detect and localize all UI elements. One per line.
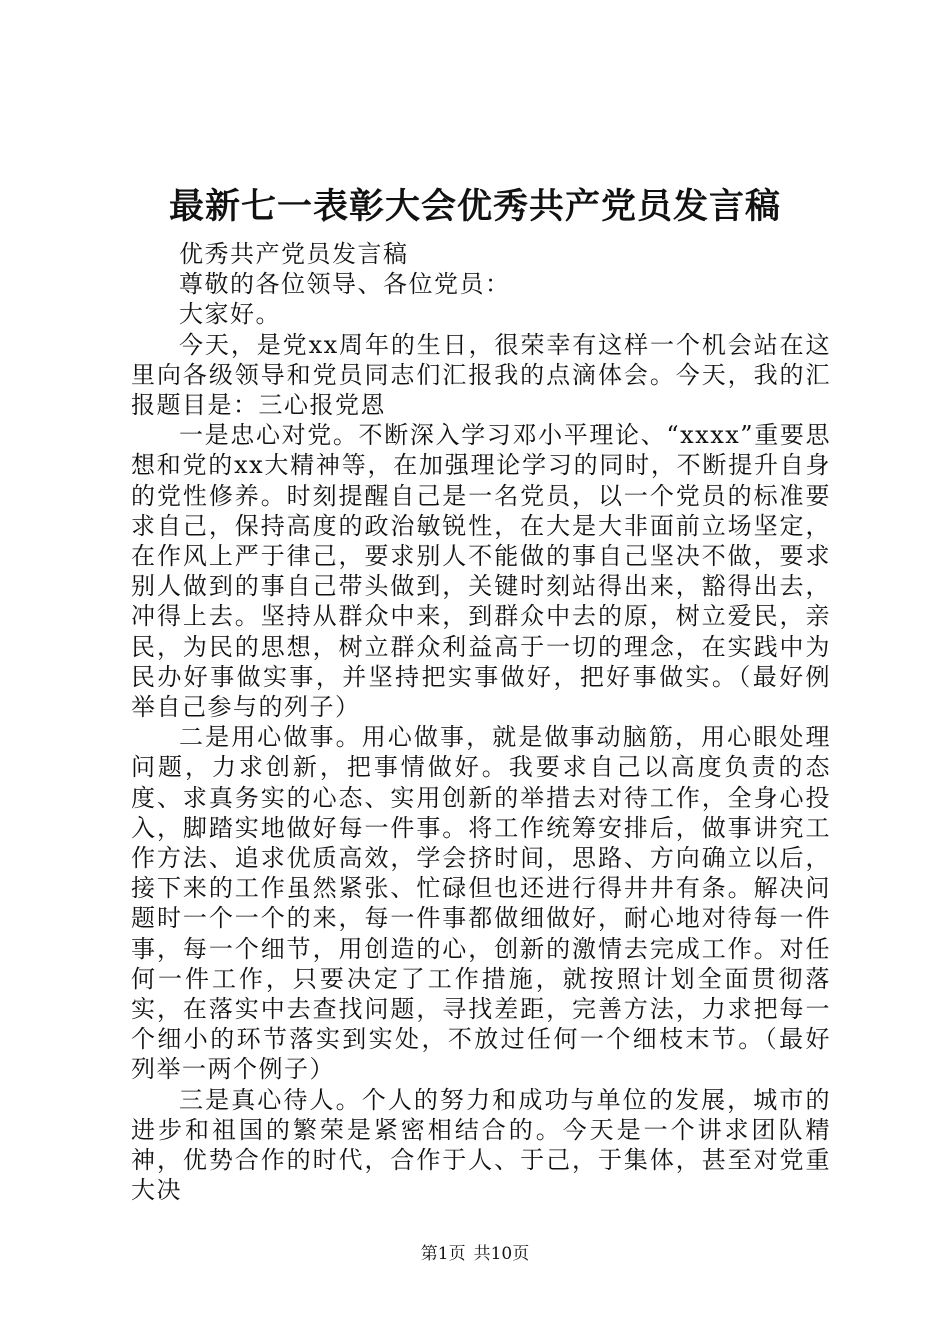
page-footer xyxy=(0,1242,950,1266)
paragraph-subtitle: 优秀共产党员发言稿 xyxy=(179,240,409,268)
page-number: 第1页 xyxy=(420,1244,466,1264)
document-body xyxy=(131,239,831,1206)
paragraph-salutation: 尊敬的各位领导、各位党员： xyxy=(179,270,511,299)
paragraph-diligence: 二是用心做事。用心做事，就是做事动脑筋，用心眼处理问题，力求创新，把事情做好。我要求自己以高度负责的态度、求真务实的心态、实用创新的举措去对待工作，全身心投入，脚踏实地做好每一件事。将工作统筹安排后，做事讲究工作方法、追求优质高效，学会挤时间，思路、方向确立以后，接下来的工作虽然紧张、忙碌但也还进行得井井有条。解决问题时一个一个的来，每一件事都做细做好，耐心地对待每一件事，每一个细节，用创造的心，创新的激情去完成工作。对任何一件工作，只要决定了工作措施，就按照计划全面贯彻落实，在落实中去查找问题，寻找差距，完善方法，力求把每一个细小的环节落实到实处，不放过任何一个细枝末节。（最好列举一两个例子） xyxy=(131,723,831,1084)
page-total: 共10页 xyxy=(473,1244,530,1264)
paragraph-sincerity: 三是真心待人。个人的努力和成功与单位的发展，城市的进步和祖国的繁荣是紧密相结合的。今天是一个讲求团队精神，优势合作的时代，合作于人、于己，于集体，甚至对党重大决 xyxy=(131,1085,831,1205)
paragraph-greeting: 大家好。 xyxy=(179,300,281,329)
document-title: 最新七一表彰大会优秀共产党员发言稿 xyxy=(168,186,781,227)
paragraph-loyalty: 一是忠心对党。不断深入学习邓小平理论、“xxxx”重要思想和党的xx大精神等，在加强理论学习的同时，不断提升自身的党性修养。时刻提醒自己是一名党员，以一个党员的标准要求自己，保持高度的政治敏锐性，在大是大非面前立场坚定，在作风上严于律己，要求别人不能做的事自己坚决不做，要求别人做到的事自己带头做到，关键时刻站得出来，豁得出去，冲得上去。坚持从群众中来，到群众中去的原，树立爱民，亲民，为民的思想，树立群众利益高于一切的理念，在实践中为民办好事做实事，并坚持把实事做好，把好事做实。（最好例举自己参与的列子） xyxy=(131,421,831,722)
paragraph-intro: 今天，是党xx周年的生日，很荣幸有这样一个机会站在这里向各级领导和党员同志们汇报我的点滴体会。今天，我的汇报题目是：三心报党恩 xyxy=(131,330,831,420)
